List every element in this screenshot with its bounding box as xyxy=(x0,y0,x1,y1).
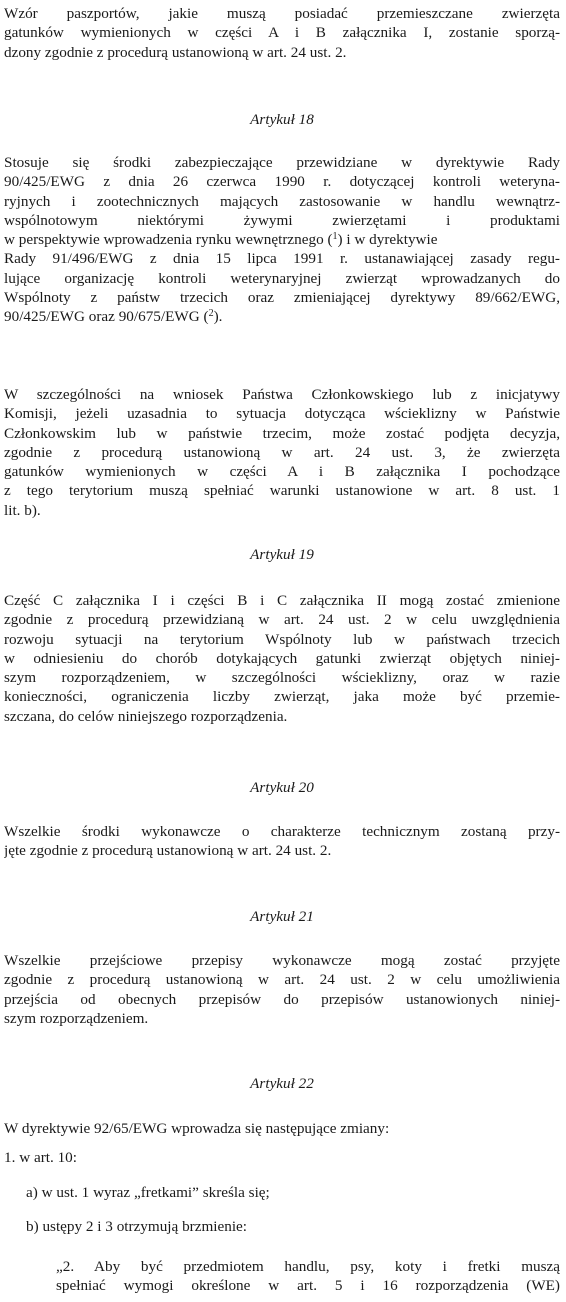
list-item-label: a) w ust. 1 wyraz „fretkami” skreśla się; xyxy=(26,1184,270,1201)
text-line-with-footnote xyxy=(4,230,560,249)
paragraph-passport-template xyxy=(4,4,560,62)
text-line: Komisji, jeżeli uzasadnia to sytuacja dotycząca wścieklizny w Państwie xyxy=(4,405,560,423)
text-line: 90/425/EWG z dnia 26 czerwca 1990 r. dotyczącej kontroli weteryna- xyxy=(4,173,560,191)
text-line: W dyrektywie 92/65/EWG wprowadza się następujące zmiany: xyxy=(4,1120,390,1137)
footnote-ref: 1 xyxy=(332,231,338,243)
text-line: Wzór paszportów, jakie muszą posiadać przemieszczane zwierzęta xyxy=(4,5,560,22)
paragraph-safeguard-measures xyxy=(4,153,560,327)
text-fragment: 90/425/EWG oraz 90/675/EWG ( xyxy=(4,308,209,326)
text-line: gatunków wymienionych w części A i B załącznika I, zostanie sporzą- xyxy=(4,24,560,42)
text-line: przejścia od obecnych przepisów do przepisów ustanowionych niniej- xyxy=(4,990,560,1008)
text-line-with-footnote xyxy=(4,307,560,326)
text-line: jęte zgodnie z procedurą ustanowioną w art. 24 ust. 2. xyxy=(4,842,332,860)
text-line: rozwoju sytuacji na terytorium Wspólnoty lub w państwach trzecich xyxy=(4,630,560,648)
text-line: konieczności, ograniczenia liczby zwierząt, jaka może być przemie- xyxy=(4,688,560,706)
text-line: Rady 91/496/EWG z dnia 15 lipca 1991 r. ustanawiającej zasady regu- xyxy=(4,250,560,268)
text-line: Wszelkie przejściowe przepisy wykonawcze mogą zostać przyjęte xyxy=(4,952,560,969)
paragraph-technical-measures xyxy=(4,822,560,861)
text-line: wspólnotowym niektórymi żywymi zwierzętami i produktami xyxy=(4,211,560,229)
list-item-1b xyxy=(26,1217,560,1236)
text-line: Członkowskim lub w państwie trzecim, może zostać podjęta decyzja, xyxy=(4,424,560,442)
text-line: lujące organizację kontroli weterynaryjnej zwierząt wprowadzanych do xyxy=(4,269,560,287)
text-line: z tego terytorium muszą spełniać warunki ustanowione w art. 8 ust. 1 xyxy=(4,482,560,500)
paragraph-annex-amendments xyxy=(4,591,560,726)
text-line: Część C załącznika I i części B i C załącznika II mogą zostać zmienione xyxy=(4,592,560,609)
text-line: zgodnie z procedurą przewidzianą w art. 24 ust. 2 w celu uwzględnienia xyxy=(4,611,560,629)
text-line: gatunków wymienionych w części A i B załącznika I pochodzące xyxy=(4,463,560,481)
text-fragment: ). xyxy=(213,308,223,326)
list-item-label: 1. w art. 10: xyxy=(4,1149,77,1166)
text-line: dzony zgodnie z procedurą ustanowioną w art. 24 ust. 2. xyxy=(4,43,347,61)
text-line: ryjnych i zootechnicznych mających zastosowanie w handlu wewnątrz- xyxy=(4,192,560,210)
text-line: W szczególności na wniosek Państwa Członkowskiego lub z inicjatywy xyxy=(4,386,560,403)
text-fragment: ) i w dyrektywie xyxy=(337,231,438,249)
article-heading-19: Artykuł 19 xyxy=(250,546,314,563)
text-fragment: w perspektywie wprowadzenia rynku wewnętrznego ( xyxy=(4,231,333,249)
text-line: lit. b). xyxy=(4,501,41,519)
article-heading-22: Artykuł 22 xyxy=(250,1075,314,1092)
text-line: „2. Aby być przedmiotem handlu, psy, koty i fretki muszą xyxy=(56,1258,560,1275)
text-line: szym rozporządzeniem. xyxy=(4,1009,149,1027)
paragraph-directive-amendments xyxy=(4,1119,560,1138)
footnote-ref: 2 xyxy=(208,308,214,320)
text-line: w odniesieniu do chorób dotykających gatunki zwierząt objętych niniej- xyxy=(4,649,560,667)
text-line: Wspólnoty z państw trzecich oraz zmieniającej dyrektywy 89/662/EWG, xyxy=(4,289,560,307)
text-line: zgodnie z procedurą ustanowioną w art. 24 ust. 3, że zwierzęta xyxy=(4,443,560,461)
list-item-label: b) ustępy 2 i 3 otrzymują brzmienie: xyxy=(26,1218,248,1235)
paragraph-transitional-provisions xyxy=(4,951,560,1028)
text-line: spełniać wymogi określone w art. 5 i 16 rozporządzenia (WE) xyxy=(56,1277,560,1295)
text-line: zgodnie z procedurą ustanowioną w art. 24 ust. 2 w celu umożliwienia xyxy=(4,971,560,989)
article-heading-21: Artykuł 21 xyxy=(250,908,314,925)
article-heading-20: Artykuł 20 xyxy=(250,779,314,796)
list-item-1 xyxy=(4,1148,560,1167)
quoted-amendment xyxy=(56,1257,560,1296)
list-item-1a xyxy=(26,1183,560,1202)
text-line: Stosuje się środki zabezpieczające przewidziane w dyrektywie Rady xyxy=(4,154,560,171)
text-line: Wszelkie środki wykonawcze o charakterze technicznym zostaną przy- xyxy=(4,823,560,840)
paragraph-rabies-decision xyxy=(4,385,560,520)
text-line: szczana, do celów niniejszego rozporządzenia. xyxy=(4,707,288,725)
article-heading-18: Artykuł 18 xyxy=(250,111,314,128)
text-line: szym rozporządzeniem, w szczególności wścieklizny, oraz w razie xyxy=(4,669,560,687)
